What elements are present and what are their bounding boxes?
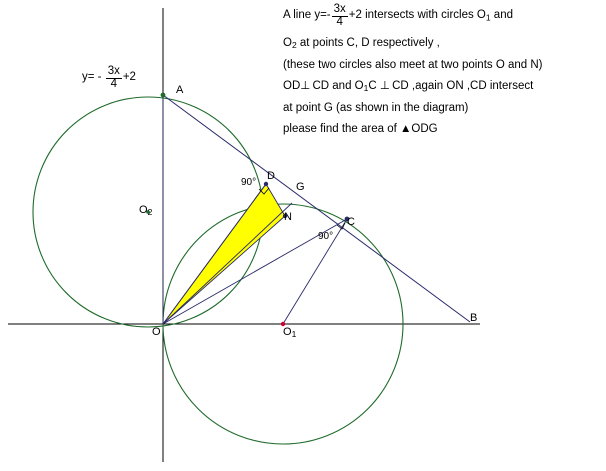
problem-line4-sub: 1 — [363, 83, 369, 94]
label-point-c: C — [347, 216, 355, 228]
problem-line4-b: CD and O — [309, 80, 364, 93]
problem-line-2 — [283, 37, 603, 50]
label-point-o1-base: O — [283, 326, 292, 338]
problem-line6-b: ODG — [411, 123, 438, 136]
label-point-n: N — [284, 211, 292, 223]
problem-line6-a: please find the area of — [283, 123, 400, 136]
line-equation-prefix: y= - — [82, 71, 105, 84]
segment-o-n — [163, 203, 292, 324]
problem-line1-a: A line y=- — [283, 9, 331, 22]
label-point-b: B — [470, 312, 478, 324]
problem-line4-a: OD — [283, 80, 301, 93]
perpendicular-icon-2: ⊥ — [379, 80, 389, 93]
label-point-a: A — [176, 84, 184, 96]
label-point-o2-sub: 2 — [147, 207, 153, 218]
fraction-3x-over-4: $\frac{3x}{4}$ — [333, 3, 346, 28]
problem-statement — [283, 4, 603, 144]
problem-line2-sub: 2 — [291, 40, 297, 51]
problem-line1-b: +2 intersects with circles O — [348, 9, 486, 22]
point-dot-d — [264, 182, 268, 186]
label-angle-c: 90° — [318, 231, 334, 242]
problem-line1-sub: 1 — [485, 12, 491, 23]
problem-line-3: (these two circles also meet at two points O and N) — [283, 59, 543, 72]
problem-line-1 — [283, 4, 603, 28]
label-point-o1-sub: 1 — [291, 329, 297, 340]
problem-line-6 — [283, 123, 603, 135]
triangle-odg-fill — [163, 184, 285, 324]
segment-o-d — [163, 184, 266, 324]
label-angle-d: 90° — [241, 177, 257, 188]
problem-line4-d: CD ,again ON ,CD intersect — [388, 80, 534, 93]
triangle-icon: ▲ — [400, 123, 412, 136]
label-point-o2 — [139, 204, 152, 217]
problem-line2-a: O — [283, 37, 292, 49]
label-point-o2-base: O — [139, 204, 148, 216]
problem-line-5: at point G (as shown in the diagram) — [283, 102, 469, 115]
line-equation-label — [82, 66, 136, 90]
problem-line-4 — [283, 80, 603, 93]
segment-o1-c — [283, 219, 347, 324]
label-point-o1 — [283, 326, 296, 339]
label-point-o: O — [152, 326, 161, 338]
line-equation-fraction: $\frac{3x}{4}$ — [107, 65, 120, 90]
line-equation-suffix: +2 — [122, 71, 136, 84]
label-point-g: G — [296, 181, 305, 193]
perpendicular-icon-1: ⊥ — [300, 80, 310, 93]
problem-line1-c: and — [490, 9, 513, 22]
problem-line2-b: at points C, D respectively , — [296, 37, 440, 49]
problem-line4-c: C — [368, 80, 380, 93]
label-point-d: D — [267, 170, 275, 182]
point-dot-a — [161, 93, 166, 98]
